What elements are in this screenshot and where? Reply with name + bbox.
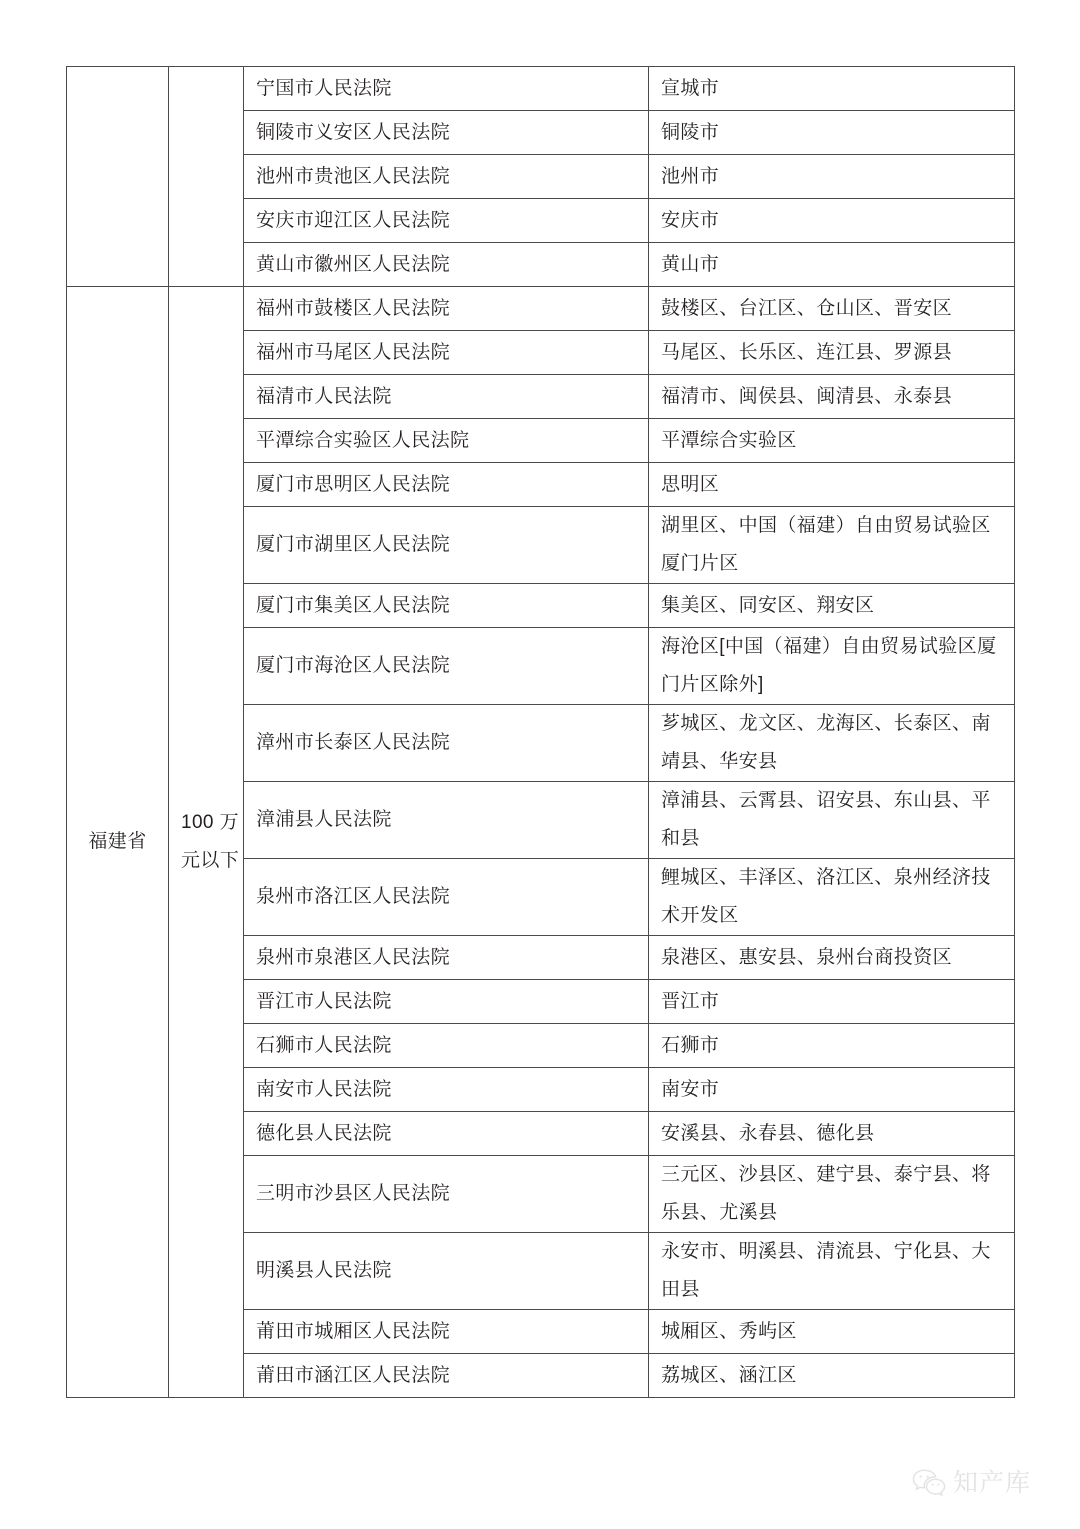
court-name: 福州市马尾区人民法院 xyxy=(244,331,649,375)
jurisdiction-area: 铜陵市 xyxy=(649,111,1015,155)
court-name: 厦门市思明区人民法院 xyxy=(244,463,649,507)
jurisdiction-area: 鲤城区、丰泽区、洛江区、泉州经济技术开发区 xyxy=(649,859,1015,936)
court-name: 黄山市徽州区人民法院 xyxy=(244,243,649,287)
jurisdiction-area: 三元区、沙县区、建宁县、泰宁县、将乐县、尤溪县 xyxy=(649,1156,1015,1233)
jurisdiction-area: 思明区 xyxy=(649,463,1015,507)
jurisdiction-area: 池州市 xyxy=(649,155,1015,199)
court-name: 德化县人民法院 xyxy=(244,1112,649,1156)
jurisdiction-area: 安庆市 xyxy=(649,199,1015,243)
court-name: 莆田市涵江区人民法院 xyxy=(244,1354,649,1398)
jurisdiction-area: 安溪县、永春县、德化县 xyxy=(649,1112,1015,1156)
court-name: 厦门市集美区人民法院 xyxy=(244,584,649,628)
court-name: 厦门市海沧区人民法院 xyxy=(244,628,649,705)
jurisdiction-area: 鼓楼区、台江区、仓山区、晋安区 xyxy=(649,287,1015,331)
jurisdiction-area: 荔城区、涵江区 xyxy=(649,1354,1015,1398)
watermark-text: 知产库 xyxy=(953,1468,1032,1497)
court-name: 铜陵市义安区人民法院 xyxy=(244,111,649,155)
court-name: 三明市沙县区人民法院 xyxy=(244,1156,649,1233)
court-name: 宁国市人民法院 xyxy=(244,67,649,111)
amount-cell-fujian xyxy=(169,287,244,1398)
jurisdiction-area: 福清市、闽侯县、闽清县、永泰县 xyxy=(649,375,1015,419)
jurisdiction-area: 湖里区、中国（福建）自由贸易试验区厦门片区 xyxy=(649,507,1015,584)
jurisdiction-area: 芗城区、龙文区、龙海区、长泰区、南靖县、华安县 xyxy=(649,705,1015,782)
table-row xyxy=(67,67,1015,111)
court-name: 南安市人民法院 xyxy=(244,1068,649,1112)
court-name: 石狮市人民法院 xyxy=(244,1024,649,1068)
jurisdiction-area: 漳浦县、云霄县、诏安县、东山县、平和县 xyxy=(649,782,1015,859)
court-name: 福州市鼓楼区人民法院 xyxy=(244,287,649,331)
court-name: 泉州市洛江区人民法院 xyxy=(244,859,649,936)
table-body xyxy=(67,67,1015,1398)
province-cell-fujian: 福建省 xyxy=(67,287,169,1398)
court-name: 平潭综合实验区人民法院 xyxy=(244,419,649,463)
court-name: 晋江市人民法院 xyxy=(244,980,649,1024)
court-name: 安庆市迎江区人民法院 xyxy=(244,199,649,243)
province-cell-continued xyxy=(67,67,169,287)
table-row xyxy=(67,287,1015,331)
court-name: 泉州市泉港区人民法院 xyxy=(244,936,649,980)
amount-cell-continued xyxy=(169,67,244,287)
jurisdiction-area: 晋江市 xyxy=(649,980,1015,1024)
court-name: 明溪县人民法院 xyxy=(244,1233,649,1310)
court-name: 漳州市长泰区人民法院 xyxy=(244,705,649,782)
jurisdiction-area: 海沧区[中国（福建）自由贸易试验区厦门片区除外] xyxy=(649,628,1015,705)
court-name: 福清市人民法院 xyxy=(244,375,649,419)
court-name: 厦门市湖里区人民法院 xyxy=(244,507,649,584)
amount-line-2: 元以下 xyxy=(181,850,240,871)
court-name: 池州市贵池区人民法院 xyxy=(244,155,649,199)
watermark xyxy=(912,1468,1031,1498)
jurisdiction-area: 黄山市 xyxy=(649,243,1015,287)
jurisdiction-area: 永安市、明溪县、清流县、宁化县、大田县 xyxy=(649,1233,1015,1310)
jurisdiction-area: 泉港区、惠安县、泉州台商投资区 xyxy=(649,936,1015,980)
court-name: 莆田市城厢区人民法院 xyxy=(244,1310,649,1354)
jurisdiction-area: 南安市 xyxy=(649,1068,1015,1112)
jurisdiction-area: 宣城市 xyxy=(649,67,1015,111)
jurisdiction-area: 集美区、同安区、翔安区 xyxy=(649,584,1015,628)
wechat-icon xyxy=(912,1468,946,1498)
amount-line-1: 100 万 xyxy=(181,812,239,833)
jurisdiction-table xyxy=(66,66,1015,1398)
jurisdiction-area: 马尾区、长乐区、连江县、罗源县 xyxy=(649,331,1015,375)
jurisdiction-area: 石狮市 xyxy=(649,1024,1015,1068)
jurisdiction-area: 平潭综合实验区 xyxy=(649,419,1015,463)
court-name: 漳浦县人民法院 xyxy=(244,782,649,859)
jurisdiction-area: 城厢区、秀屿区 xyxy=(649,1310,1015,1354)
